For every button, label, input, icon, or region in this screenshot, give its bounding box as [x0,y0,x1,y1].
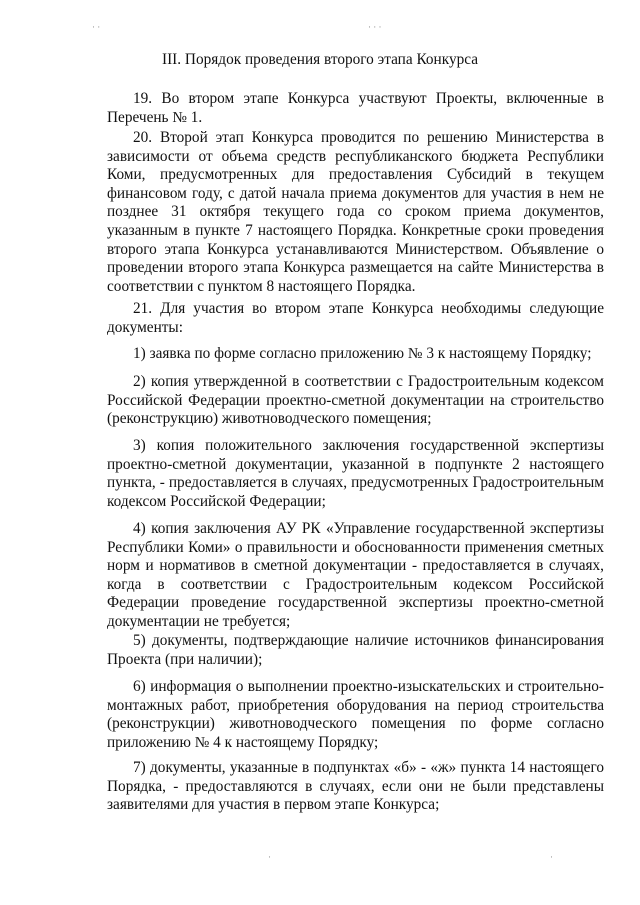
list-item-5: 5) документы, подтверждающие наличие источников финансирования Проекта (при наличии); [107,632,604,668]
paragraph-20: 20. Второй этап Конкурса проводится по решению Министерства в зависимости от объема средств республиканского бюджета Республики Коми, предусмотренных для предоставления Субсидий в текущем финансовом году, с датой начала приема документов для участия в нем не позднее 31 октября текущего года со сроком приема документов, указанным в пункте 7 настоящего Порядка. Конкретные сроки проведения второго этапа Конкурса устанавливаются Министерством. Объявление о проведении второго этапа Конкурса размещается на сайте Министерства в соответствии с пунктом 8 настоящего Порядка. [107,129,604,295]
paragraph-19: 19. Во втором этапе Конкурса участвуют Проекты, включенные в Перечень № 1. [107,90,604,126]
scan-speck: · · · [368,22,382,32]
list-item-1: 1) заявка по форме согласно приложению № 3 к настоящему Порядку; [133,345,592,362]
list-item-4: 4) копия заключения АУ РК «Управление государственной экспертизы Республики Коми» о правильности и обоснованности применения сметных норм и нормативов в сметной документации - предоставляется в случаях, когда в соответствии с Градостроительным кодексом Российской Федерации проведение государственной экспертизы проектно-сметной документации не требуется; [107,520,604,630]
scan-speck: · [268,852,271,862]
scan-speck: · [550,852,553,862]
list-item-2: 2) копия утвержденной в соответствии с Градостроительным кодексом Российской Федерации проектно-сметной документации на строительство (реконструкцию) животноводческого помещения; [107,373,604,428]
scan-speck: · · [92,22,101,32]
list-item-3: 3) копия положительного заключения государственной экспертизы проектно-сметной документации, указанной в подпункте 2 настоящего пункта, - предоставляется в случаях, предусмотренных Градостроительным кодексом Российской Федерации; [107,437,604,510]
list-item-6: 6) информация о выполнении проектно-изыскательских и строительно-монтажных работ, приобретения оборудования на период строительства (реконструкции) животноводческого помещения по форме согласно приложению № 4 к настоящему Порядку; [107,678,604,751]
section-title: III. Порядок проведения второго этапа Конкурса [161,51,479,68]
list-item-7: 7) документы, указанные в подпунктах «б» - «ж» пункта 14 настоящего Порядка, - предоставляются в случаях, если они не были представлены заявителями для участия в первом этапе Конкурса; [107,759,604,814]
paragraph-21: 21. Для участия во втором этапе Конкурса необходимы следующие документы: [107,300,604,336]
